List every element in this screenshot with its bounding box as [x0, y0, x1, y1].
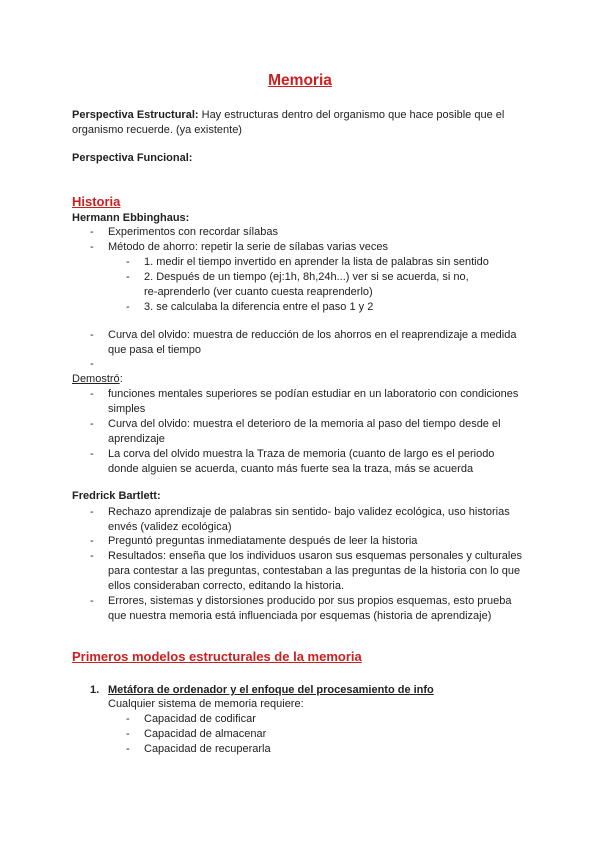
dash-marker: -	[126, 271, 130, 283]
list-item-text: Preguntó preguntas inmediatamente después de leer la historia	[108, 535, 418, 547]
dash-marker: -	[90, 418, 94, 430]
sub-list-item-text: 1. medir el tiempo invertido en aprender la lista de palabras sin sentido	[144, 256, 489, 268]
historia-heading: Historia	[72, 194, 121, 209]
perspectiva-estructural	[72, 108, 532, 138]
list-item-text: Experimentos con recordar sílabas	[108, 226, 278, 238]
dash-marker: -	[90, 550, 94, 562]
modelos-intro-text: Cualquier sistema de memoria requiere:	[108, 698, 304, 710]
sub-list-item-text: Capacidad de codificar	[144, 713, 256, 725]
list-item-text: para contestar a las preguntas, contestaban a las preguntas de la historia con lo que	[108, 565, 521, 577]
dash-marker: -	[90, 329, 94, 341]
list-item-text: simples	[108, 403, 146, 415]
sub-list-item-text: Capacidad de recuperarla	[144, 743, 271, 755]
modelos-heading: Primeros modelos estructurales de la memoria	[72, 649, 362, 664]
list-item-text: Curva del olvido: muestra de reducción de los ahorros en el reaprendizaje a medida	[108, 329, 517, 341]
sub-list-item-text: 3. se calculaba la diferencia entre el paso 1 y 2	[144, 301, 374, 313]
list-item-text: envés (validez ecológica)	[108, 521, 232, 533]
numbered-item-title: Metáfora de ordenador y el enfoque del procesamiento de info	[108, 684, 434, 696]
dash-marker: -	[90, 506, 94, 518]
dash-marker: -	[126, 728, 130, 740]
perspectiva-funcional-label: Perspectiva Funcional:	[72, 152, 193, 164]
dash-marker: -	[90, 358, 94, 370]
item-number: 1.	[90, 684, 100, 696]
perspectiva-estructural-label: Perspectiva Estructural:	[72, 109, 199, 121]
list-item-text: ellos consideraban correcto, editando la historia.	[108, 580, 345, 592]
demostro-label-text: Demostró	[72, 373, 120, 385]
list-item-text: funciones mentales superiores se podían estudiar en un laboratorio con condiciones	[108, 388, 519, 400]
demostro-label	[72, 372, 532, 387]
dash-marker: -	[90, 448, 94, 460]
list-item-text: Curva del olvido: muestra el deterioro de la memoria al paso del tiempo desde el	[108, 418, 501, 430]
list-item-text: Errores, sistemas y distorsiones producido por sus propios esquemas, esto prueba	[108, 595, 512, 607]
ebbinghaus-name: Hermann Ebbinghaus:	[72, 212, 190, 224]
list-item-text: Rechazo aprendizaje de palabras sin sentido- bajo validez ecológica, uso historias	[108, 506, 510, 518]
perspectiva-estructural-text-2: organismo recuerde. (ya existente)	[72, 124, 242, 136]
perspectiva-estructural-text: Hay estructuras dentro del organismo que hace posible que el	[198, 109, 505, 121]
list-item-text: donde alguien se acuerda, cuanto más fuerte sea la traza, más se acuerda	[108, 463, 474, 475]
dash-marker: -	[90, 595, 94, 607]
list-item-text: La corva del olvido muestra la Traza de memoria (cuanto de largo es el periodo	[108, 448, 495, 460]
dash-marker: -	[90, 241, 94, 253]
dash-marker: -	[90, 388, 94, 400]
dash-marker: -	[90, 226, 94, 238]
bartlett-name: Fredrick Bartlett:	[72, 490, 161, 502]
sub-list-item-text: re-aprenderlo (ver cuanto cuesta reaprenderlo)	[144, 286, 373, 298]
list-item-text: que nuestra memoria está influenciada por esquemas (historia de aprendizaje)	[108, 610, 492, 622]
list-item-text: Método de ahorro: repetir la serie de sílabas varias veces	[108, 241, 389, 253]
dash-marker: -	[126, 256, 130, 268]
dash-marker: -	[126, 713, 130, 725]
dash-marker: -	[90, 535, 94, 547]
list-item-text: aprendizaje	[108, 433, 165, 445]
dash-marker: -	[126, 743, 130, 755]
list-item-text: Resultados: enseña que los individuos usaron sus esquemas personales y culturales	[108, 550, 522, 562]
page-title: Memoria	[268, 72, 332, 89]
sub-list-item-text: 2. Después de un tiempo (ej:1h, 8h,24h...) ver si se acuerda, si no,	[144, 271, 469, 283]
list-item-text: que pasa el tiempo	[108, 344, 201, 356]
dash-marker: -	[126, 301, 130, 313]
sub-list-item-text: Capacidad de almacenar	[144, 728, 267, 740]
demostro-colon: :	[119, 373, 123, 385]
